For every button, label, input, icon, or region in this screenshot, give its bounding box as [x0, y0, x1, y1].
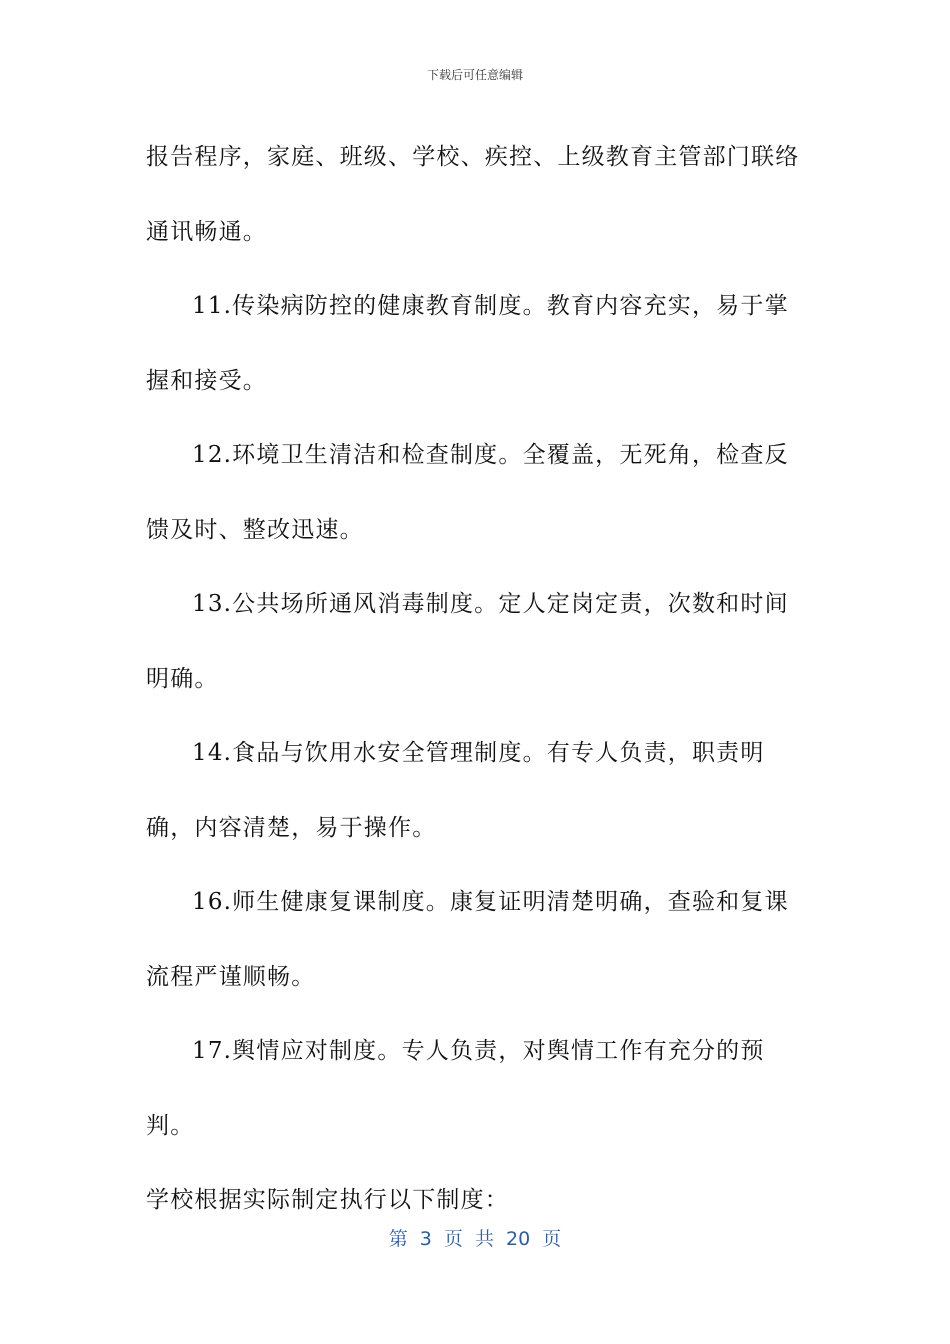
paragraph: 报告程序，家庭、班级、学校、疾控、上级教育主管部门联络通讯畅通。 [146, 144, 800, 245]
footer-middle: 页 共 [443, 1228, 494, 1250]
paragraph: 12.环境卫生清洁和检查制度。全覆盖，无死角，检查反馈及时、整改迅速。 [146, 442, 789, 543]
footer-suffix: 页 [542, 1228, 562, 1250]
paragraph: 16.师生健康复课制度。康复证明清楚明确，查验和复课流程严谨顺畅。 [146, 889, 789, 990]
paragraph: 11.传染病防控的健康教育制度。教育内容充实，易于掌握和接受。 [146, 293, 789, 394]
page-footer [0, 1224, 950, 1251]
current-page-number: 3 [419, 1228, 432, 1250]
page-header: 下载后可任意编辑 [426, 68, 523, 82]
footer-prefix: 第 [388, 1228, 408, 1250]
paragraph: 14.食品与饮用水安全管理制度。有专人负责，职责明确，内容清楚，易于操作。 [146, 740, 765, 841]
paragraph: 13.公共场所通风消毒制度。定人定岗定责，次数和时间明确。 [146, 591, 789, 692]
paragraph: 学校根据实际制定执行以下制度： [146, 1187, 509, 1213]
paragraph: 17.舆情应对制度。专人负责，对舆情工作有充分的预判。 [146, 1038, 765, 1139]
document-body [146, 120, 806, 1238]
total-pages-number: 20 [506, 1228, 531, 1250]
